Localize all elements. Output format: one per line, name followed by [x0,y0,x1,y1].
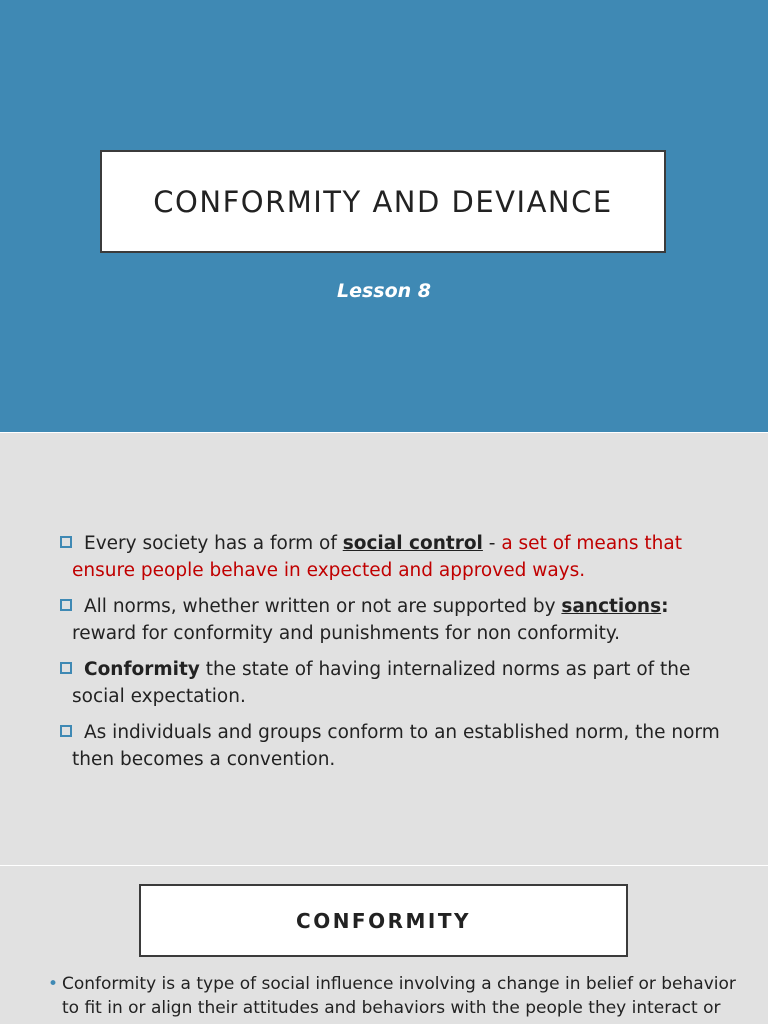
term-conformity: Conformity [84,659,200,680]
title-box [100,150,666,253]
bullet-item [60,656,720,710]
body-text: Conformity is a type of social influence involving a change in belief or behavior to fit in or align their attitudes and behaviors with the people they interact or [62,974,736,1018]
bullet-item [60,530,720,584]
separator: - [482,533,502,554]
bullet-list [60,530,720,782]
heading-box [139,884,628,957]
bullet-text: As individuals and groups conform to an established norm, the norm then becomes a convention. [72,722,720,770]
bullet-text: Every society has a form of [84,533,343,554]
slide-subtitle: Lesson 8 [336,280,432,302]
slide-heading: CONFORMITY [296,908,471,933]
conformity-slide [0,866,768,1024]
definition-text: a set of means that ensure people behave in expected and approved ways. [72,533,682,581]
checkbox-bullet-icon [60,536,72,548]
term-sanctions: sanctions [561,596,662,617]
bullet-item [60,719,720,773]
term-social-control: social control [342,533,483,554]
title-slide [0,0,768,432]
bullet-dot-icon: • [48,974,59,994]
checkbox-bullet-icon [60,599,72,611]
colon: : [661,596,669,617]
bullet-text-continued: the state of having internalized norms as part of the social expectation. [72,659,691,707]
bullet-text-continued: reward for conformity and punishments for non conformity. [72,623,621,644]
bullets-slide [0,433,768,865]
checkbox-bullet-icon [60,662,72,674]
slide-title: CONFORMITY AND DEVIANCE [153,184,613,219]
bullet-text: All norms, whether written or not are supported by [84,596,562,617]
checkbox-bullet-icon [60,725,72,737]
bullet-item [60,593,720,647]
body-paragraph [48,972,752,1020]
